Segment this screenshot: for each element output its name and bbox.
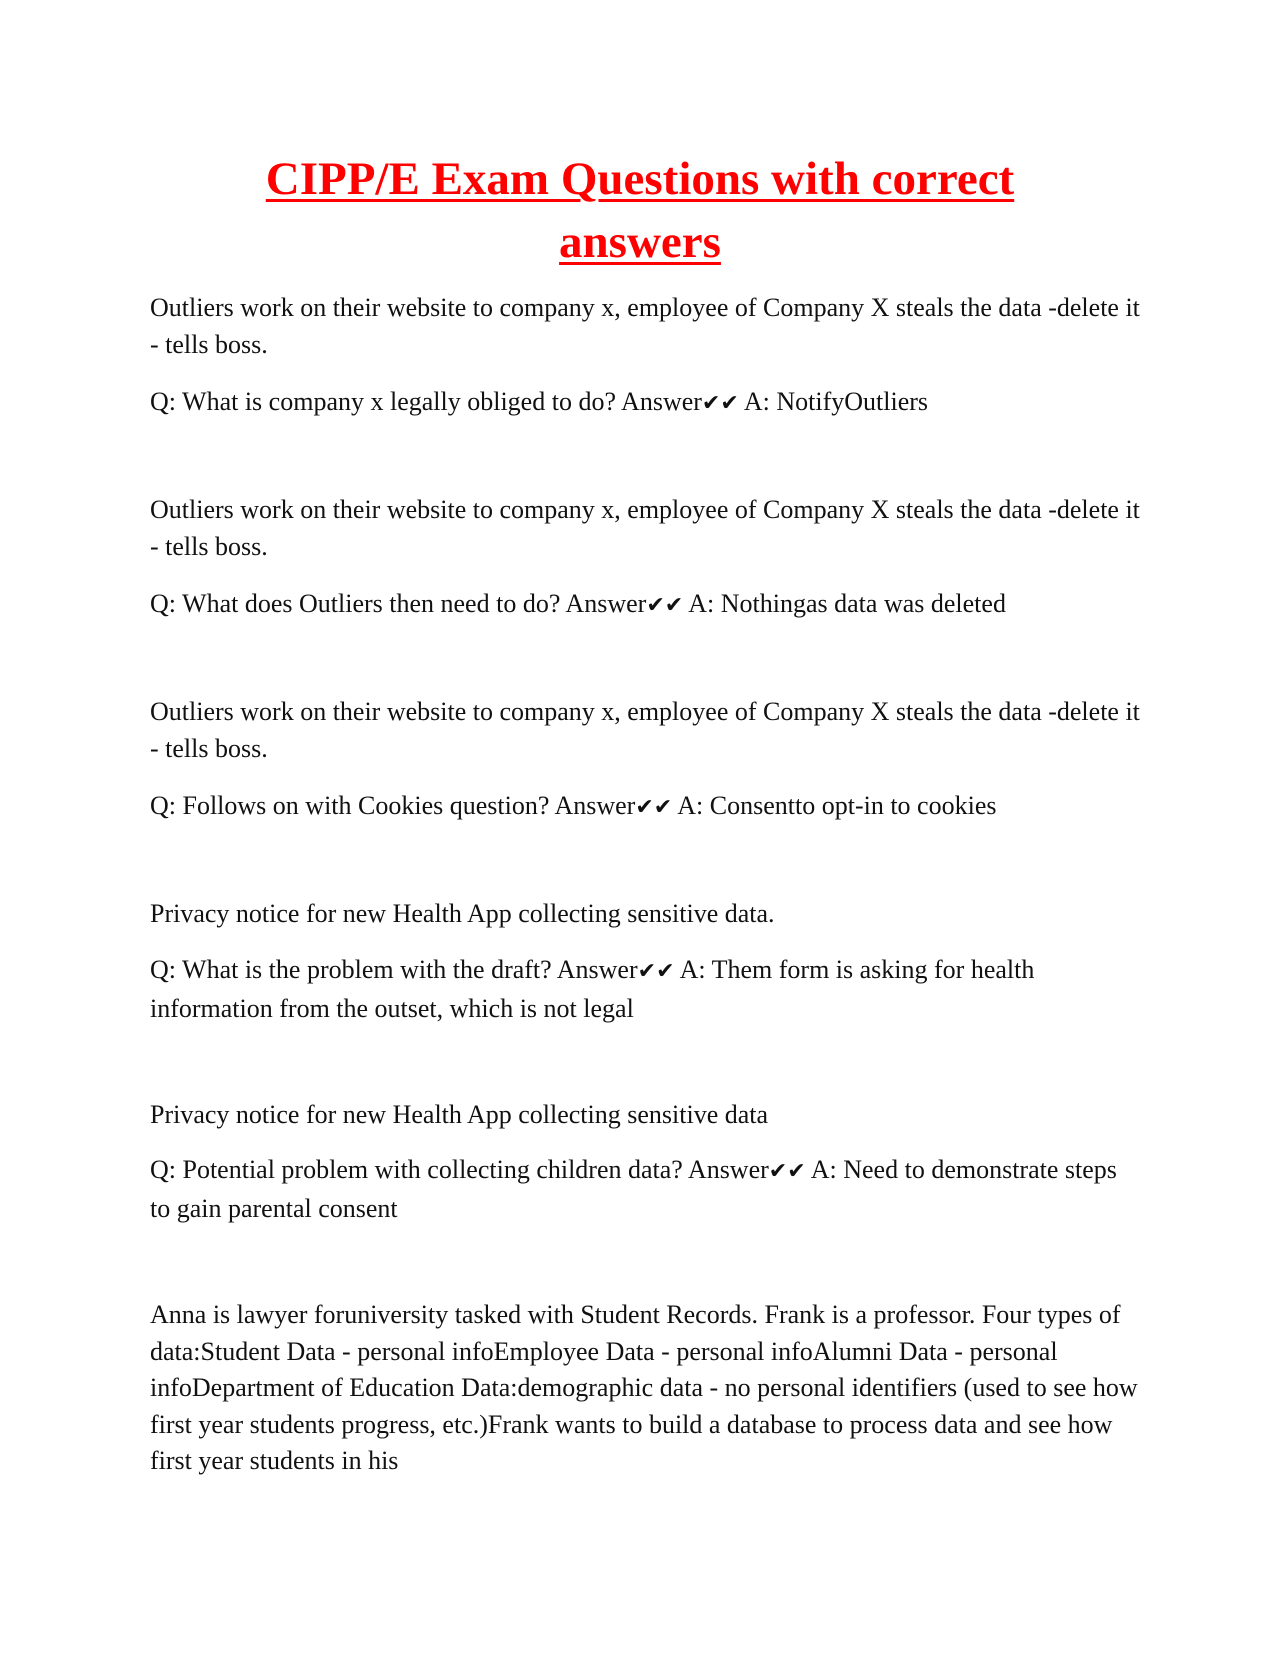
double-check-icon: ✔✔ [768, 1159, 806, 1184]
scenario-paragraph: Anna is lawyer foruniversity tasked with Student Records. Frank is a professor. Four types of data:Student Data - personal infoEmployee Data - personal infoAlumni Data - personal infoDepartment of Education Data:demographic data - no personal identifiers (used to see how first year students progress, etc.)Frank wants to build a database to process data and see how first year students in his [150, 1300, 1138, 1475]
question-answer-paragraph [150, 586, 1140, 625]
question-text: Q: What is company x legally obliged to do? Answer [150, 387, 702, 416]
question-text: Q: What does Outliers then need to do? Answer [150, 589, 647, 618]
question-answer-paragraph [150, 384, 1140, 423]
question-text: Q: Follows on with Cookies question? Answer [150, 791, 636, 820]
question-answer-paragraph [150, 952, 1140, 1027]
scenario-paragraph: Privacy notice for new Health App collecting sensitive data. [150, 899, 775, 928]
scenario-paragraph: Outliers work on their website to company x, employee of Company X steals the data -delete it - tells boss. [150, 293, 1140, 359]
question-text: Q: What is the problem with the draft? Answer [150, 955, 638, 984]
double-check-icon: ✔✔ [635, 795, 673, 820]
answer-text: A: Them form is asking for health information from the outset, which is not legal [150, 955, 1035, 1023]
document-title [0, 148, 1280, 274]
title-line-1: CIPP/E Exam Questions with correct [265, 153, 1015, 205]
title-line-2: answers [559, 216, 721, 268]
double-check-icon: ✔✔ [646, 593, 684, 618]
question-text: Q: Potential problem with collecting children data? Answer [150, 1155, 769, 1184]
answer-text: A: NotifyOutliers [738, 387, 929, 416]
scenario-paragraph: Privacy notice for new Health App collecting sensitive data [150, 1100, 769, 1129]
question-answer-paragraph [150, 788, 1140, 827]
answer-text: A: Consentto opt-in to cookies [672, 791, 997, 820]
answer-text: A: Nothingas data was deleted [683, 589, 1006, 618]
double-check-icon: ✔✔ [637, 959, 675, 984]
scenario-paragraph: Outliers work on their website to company x, employee of Company X steals the data -delete it - tells boss. [150, 495, 1140, 561]
question-answer-paragraph [150, 1152, 1140, 1227]
answer-text: A: Need to demonstrate steps to gain parental consent [150, 1155, 1117, 1223]
scenario-paragraph: Outliers work on their website to company x, employee of Company X steals the data -delete it - tells boss. [150, 697, 1140, 763]
double-check-icon: ✔✔ [701, 391, 739, 416]
